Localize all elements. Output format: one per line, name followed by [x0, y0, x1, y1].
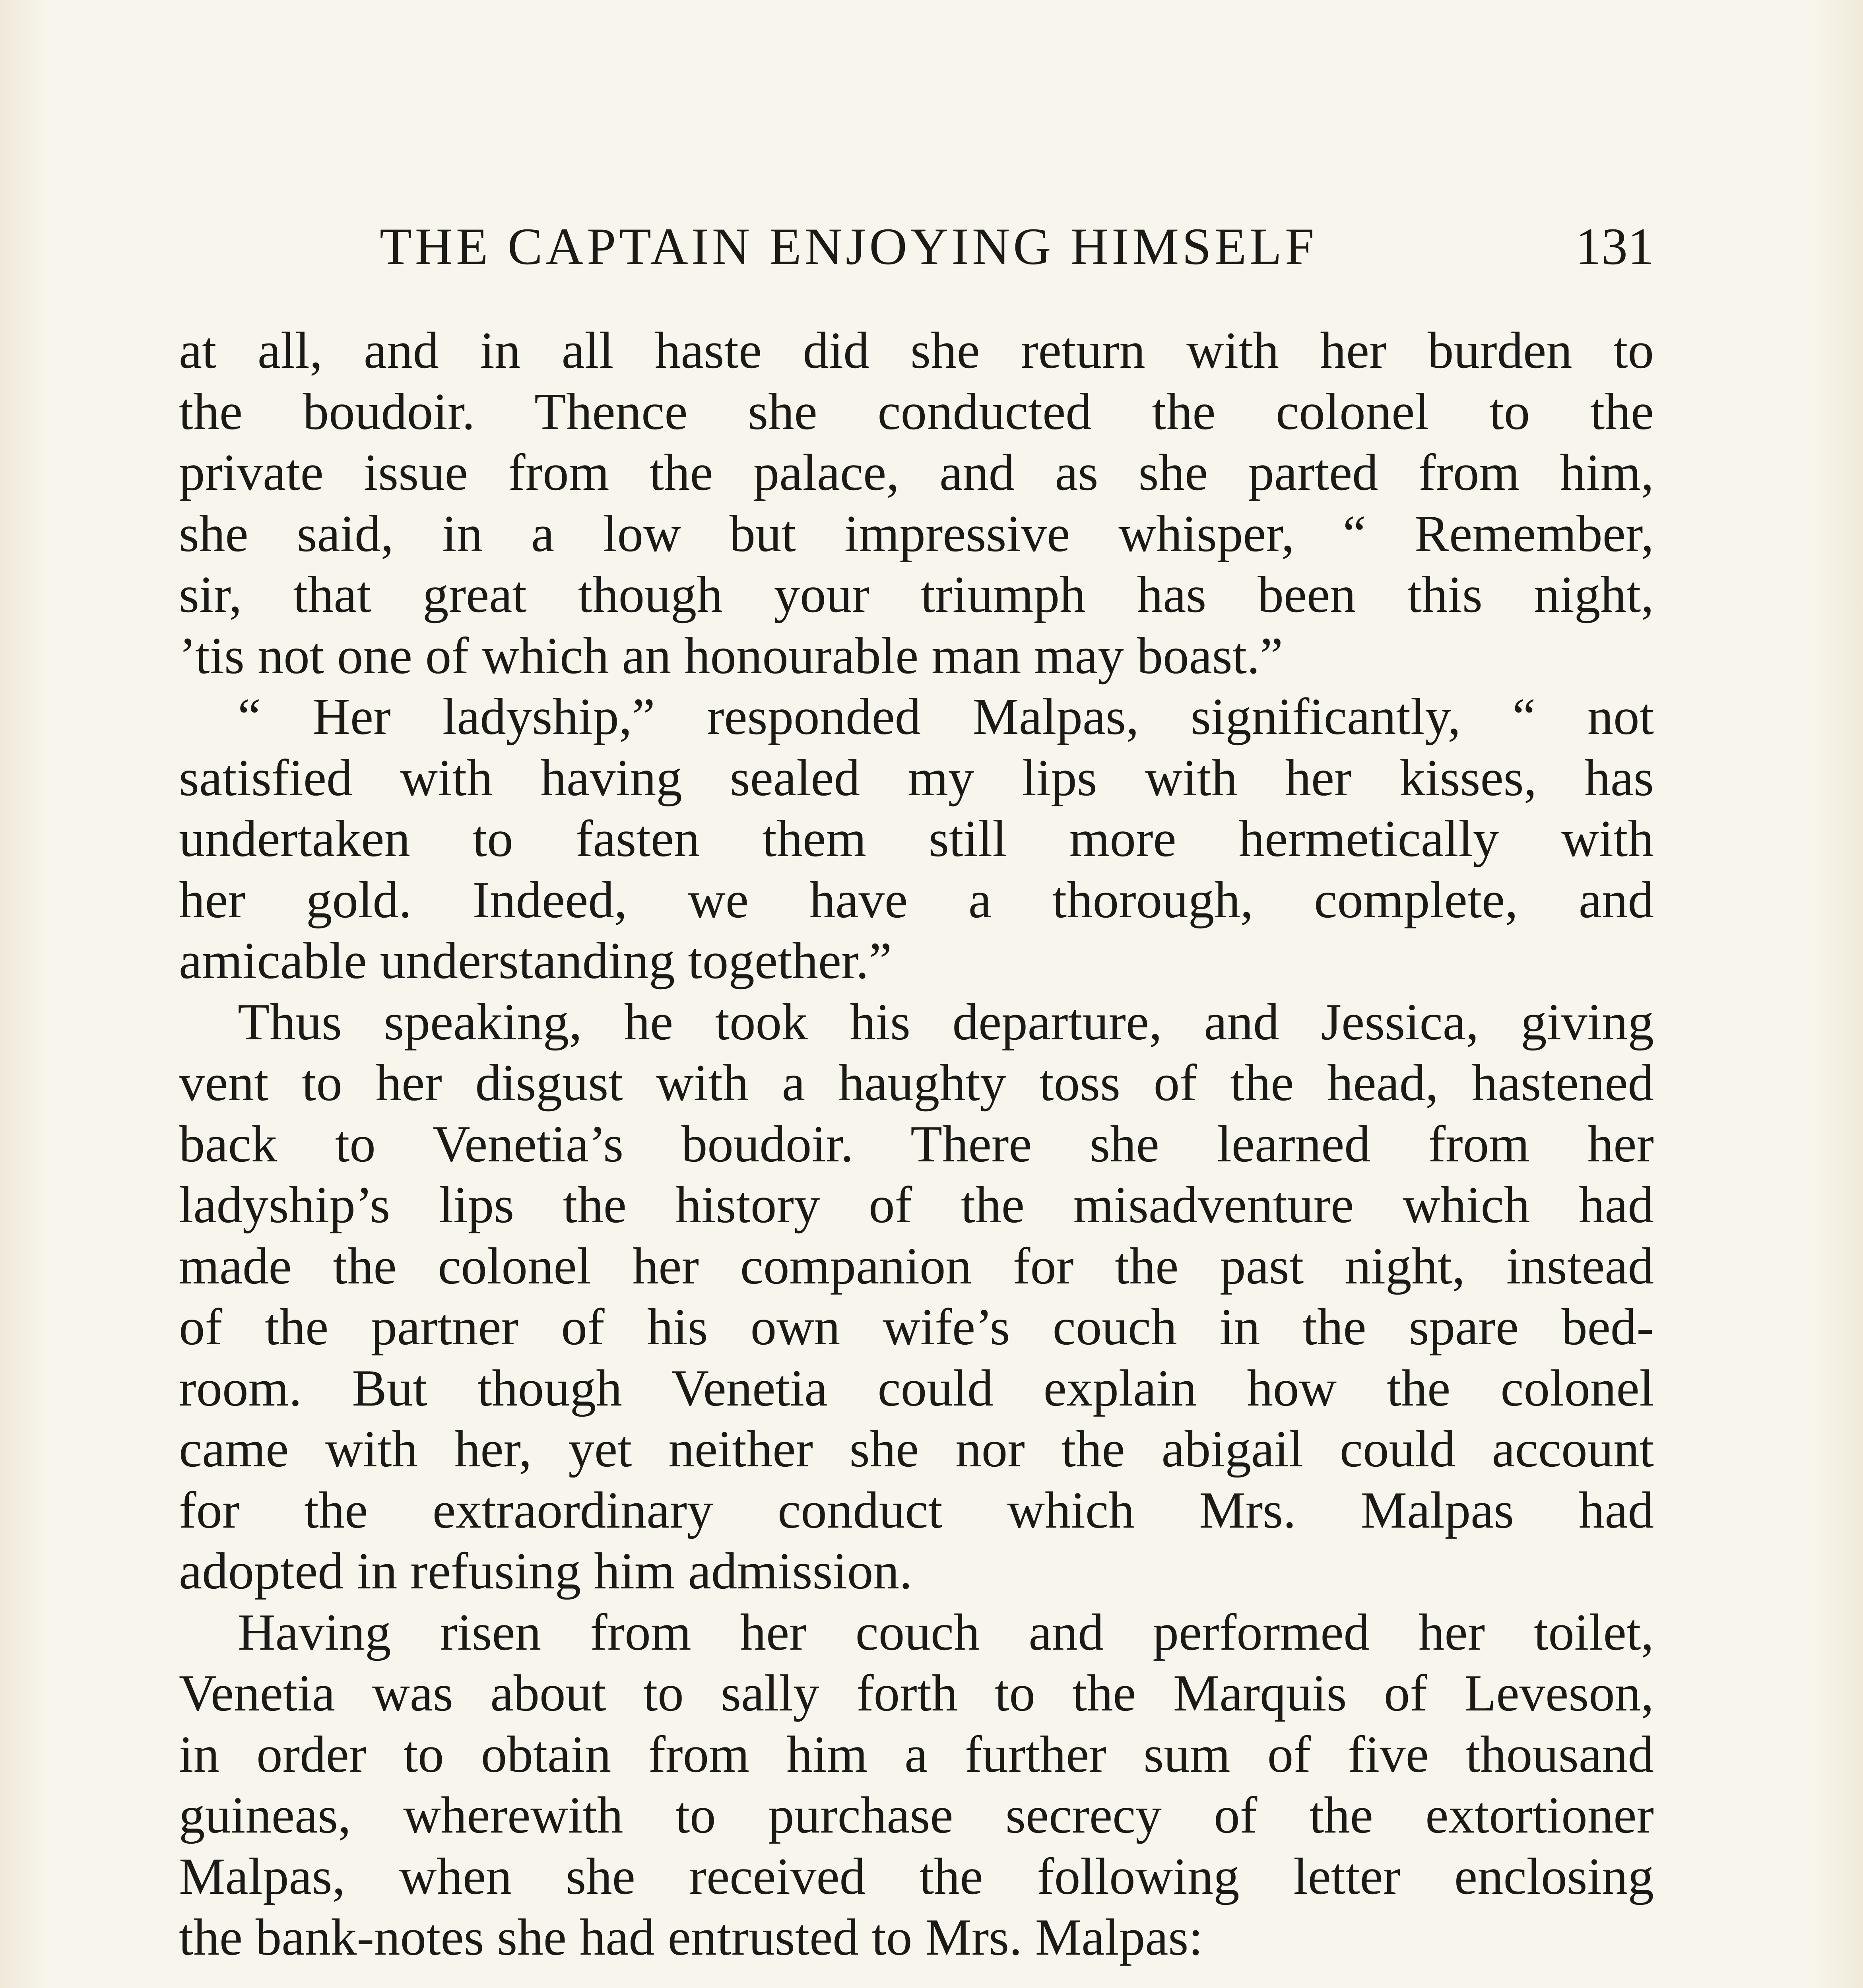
text-line: Thus speaking, he took his departure, and Jessica, giving — [238, 993, 1654, 1051]
text-line: at all, and in all haste did she return with her burden to — [179, 322, 1654, 379]
text-line: her gold. Indeed, we have a thorough, complete, and — [179, 871, 1654, 929]
text-line: came with her, yet neither she nor the abigail could account — [179, 1420, 1654, 1478]
blank-line — [179, 1968, 1654, 1988]
text-line: “ Her ladyship,” responded Malpas, significantly, “ not — [238, 688, 1654, 746]
text-line: vent to her disgust with a haughty toss of the head, hastened — [179, 1054, 1654, 1112]
running-title: THE CAPTAIN ENJOYING HIMSELF — [380, 217, 1318, 276]
text-line: the bank-notes she had entrusted to Mrs. Malpas: — [179, 1908, 1203, 1966]
text-line: she said, in a low but impressive whisper, “ Remember, — [179, 505, 1654, 563]
text-line: adopted in refusing him admission. — [179, 1542, 912, 1600]
text-line: Having risen from her couch and performed her toilet, — [238, 1603, 1654, 1661]
text-line: room. But though Venetia could explain how the colonel — [179, 1359, 1654, 1417]
page-header — [183, 213, 1654, 280]
text-line: back to Venetia’s boudoir. There she learned from her — [179, 1115, 1654, 1173]
text-line: amicable understanding together.” — [179, 932, 892, 990]
text-line: of the partner of his own wife’s couch in the spare bed- — [179, 1298, 1654, 1356]
text-line: satisfied with having sealed my lips with her kisses, has — [179, 749, 1654, 807]
text-line: ladyship’s lips the history of the misadventure which had — [179, 1176, 1654, 1234]
text-line: ’tis not one of which an honourable man may boast.” — [179, 627, 1283, 685]
text-line: Venetia was about to sally forth to the Marquis of Leveson, — [179, 1664, 1654, 1722]
body-text — [179, 320, 1654, 1988]
text-line: in order to obtain from him a further sum of five thousand — [179, 1725, 1654, 1783]
text-line: for the extraordinary conduct which Mrs. Malpas had — [179, 1481, 1654, 1539]
page-number: 131 — [1575, 217, 1654, 276]
text-line: undertaken to fasten them still more hermetically with — [179, 810, 1654, 868]
text-line: sir, that great though your triumph has been this night, — [179, 566, 1654, 623]
text-line: the boudoir. Thence she conducted the colonel to the — [179, 382, 1654, 441]
text-line: guineas, wherewith to purchase secrecy of the extortioner — [179, 1786, 1654, 1844]
text-line: Malpas, when she received the following letter enclosing — [179, 1847, 1654, 1905]
text-line: made the colonel her companion for the past night, instead — [179, 1237, 1654, 1295]
text-line: private issue from the palace, and as she parted from him, — [179, 444, 1654, 501]
